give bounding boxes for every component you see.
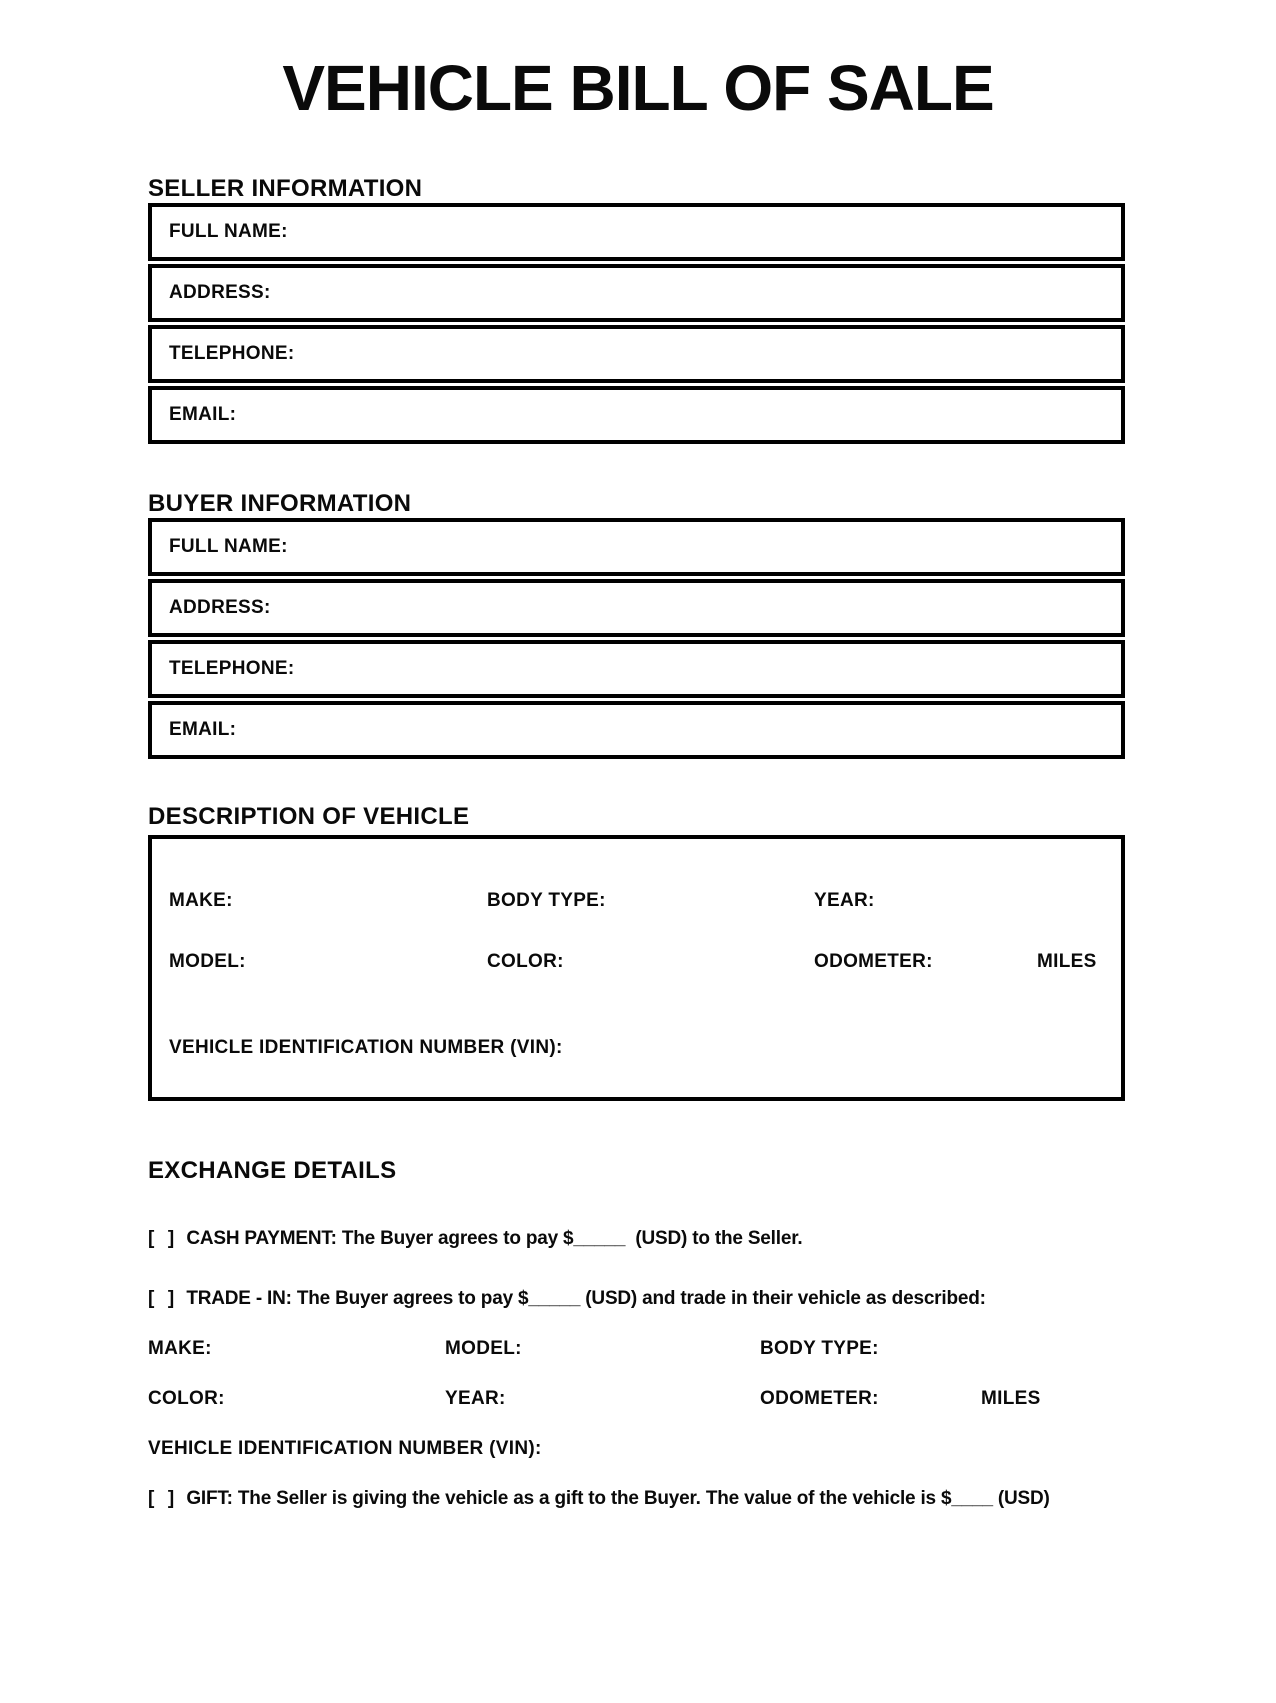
vehicle-year-field[interactable] [814, 890, 1121, 912]
trade-make-label: MAKE: [148, 1337, 212, 1359]
trade-miles-label: MILES [981, 1387, 1041, 1409]
trade-in-text: TRADE - IN: The Buyer agrees to pay $_____ (USD) and trade in their vehicle as described: [186, 1287, 986, 1309]
vehicle-odometer-label: ODOMETER: [814, 950, 933, 972]
trade-in-option [148, 1288, 1128, 1310]
vehicle-model-field[interactable] [169, 951, 487, 973]
page-title: VEHICLE BILL OF SALE [282, 52, 994, 124]
exchange-section-heading: EXCHANGE DETAILS [148, 1156, 397, 1184]
vehicle-make-label: MAKE: [169, 889, 233, 911]
vehicle-section-heading: DESCRIPTION OF VEHICLE [148, 802, 470, 830]
trade-vin-label: VEHICLE IDENTIFICATION NUMBER (VIN): [148, 1437, 542, 1459]
trade-vin-field[interactable] [148, 1438, 1128, 1460]
vehicle-body-type-label: BODY TYPE: [487, 889, 606, 911]
vehicle-description-box [148, 835, 1125, 1101]
seller-email-field[interactable] [148, 386, 1125, 444]
cash-payment-option [148, 1228, 1128, 1250]
trade-year-field[interactable] [445, 1388, 760, 1410]
buyer-section-heading: BUYER INFORMATION [148, 489, 412, 517]
trade-miles-unit [981, 1388, 1128, 1410]
gift-option [148, 1488, 1128, 1510]
cash-payment-text: CASH PAYMENT: The Buyer agrees to pay $_____ (USD) to the Seller. [186, 1227, 803, 1249]
buyer-email-label: EMAIL: [169, 718, 237, 740]
trade-body-type-field[interactable] [760, 1338, 1128, 1360]
vehicle-year-label: YEAR: [814, 889, 875, 911]
trade-color-field[interactable] [148, 1388, 445, 1410]
gift-checkbox[interactable]: [ ] [148, 1487, 176, 1509]
vehicle-odometer-field[interactable] [814, 951, 1037, 973]
vehicle-vin-field[interactable] [169, 1037, 1121, 1059]
buyer-full-name-field[interactable] [148, 518, 1125, 576]
vehicle-miles-unit [1037, 951, 1121, 973]
buyer-address-field[interactable] [148, 579, 1125, 637]
buyer-telephone-label: TELEPHONE: [169, 657, 295, 679]
buyer-address-label: ADDRESS: [169, 596, 271, 618]
seller-telephone-field[interactable] [148, 325, 1125, 383]
seller-telephone-label: TELEPHONE: [169, 342, 295, 364]
cash-payment-checkbox[interactable]: [ ] [148, 1227, 176, 1249]
trade-body-type-label: BODY TYPE: [760, 1337, 879, 1359]
buyer-telephone-field[interactable] [148, 640, 1125, 698]
seller-full-name-label: FULL NAME: [169, 220, 288, 242]
vehicle-vin-label: VEHICLE IDENTIFICATION NUMBER (VIN): [169, 1036, 563, 1058]
vehicle-model-label: MODEL: [169, 950, 246, 972]
buyer-full-name-label: FULL NAME: [169, 535, 288, 557]
vehicle-make-field[interactable] [169, 890, 487, 912]
trade-color-label: COLOR: [148, 1387, 225, 1409]
trade-make-field[interactable] [148, 1338, 445, 1360]
buyer-info-box [148, 518, 1125, 759]
vehicle-miles-label: MILES [1037, 950, 1097, 972]
trade-year-label: YEAR: [445, 1387, 506, 1409]
vehicle-color-label: COLOR: [487, 950, 564, 972]
trade-in-checkbox[interactable]: [ ] [148, 1287, 176, 1309]
seller-address-label: ADDRESS: [169, 281, 271, 303]
seller-email-label: EMAIL: [169, 403, 237, 425]
trade-model-label: MODEL: [445, 1337, 522, 1359]
seller-section-heading: SELLER INFORMATION [148, 174, 423, 202]
vehicle-body-type-field[interactable] [487, 890, 814, 912]
trade-odometer-field[interactable] [760, 1388, 981, 1410]
seller-address-field[interactable] [148, 264, 1125, 322]
bill-of-sale-page [0, 52, 1276, 1510]
trade-model-field[interactable] [445, 1338, 760, 1360]
buyer-email-field[interactable] [148, 701, 1125, 759]
seller-full-name-field[interactable] [148, 203, 1125, 261]
vehicle-color-field[interactable] [487, 951, 814, 973]
seller-info-box [148, 203, 1125, 444]
trade-odometer-label: ODOMETER: [760, 1387, 879, 1409]
gift-text: GIFT: The Seller is giving the vehicle as a gift to the Buyer. The value of the vehicle is $____ (USD) [186, 1487, 1050, 1509]
